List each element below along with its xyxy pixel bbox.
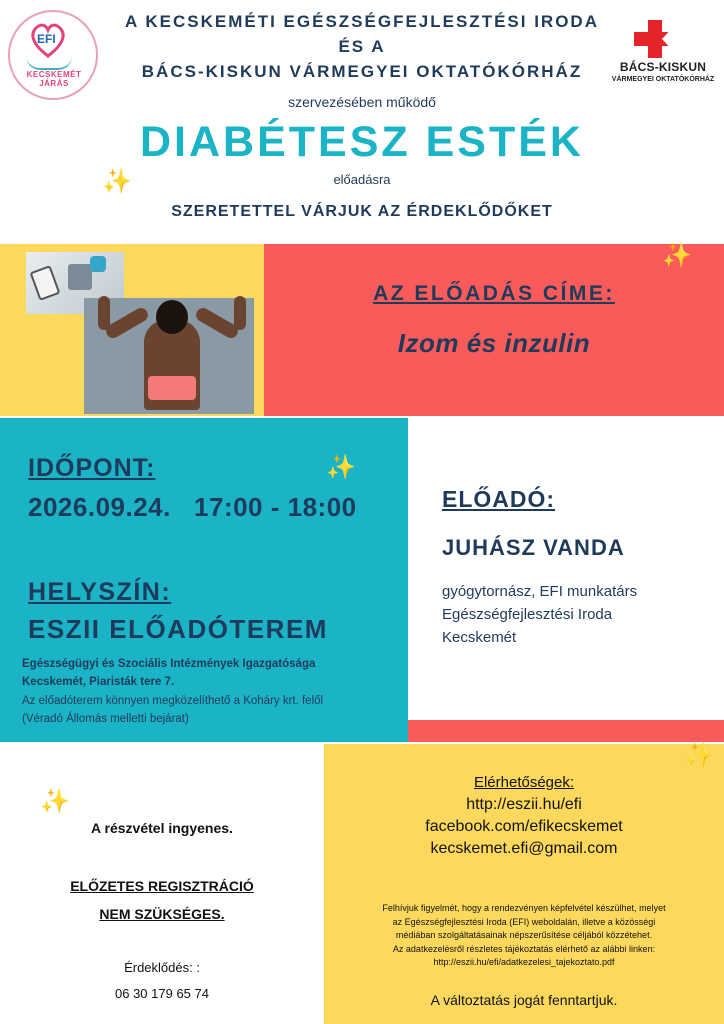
sparkle-icon: ✨	[102, 168, 132, 195]
speaker-role: gyógytornász, EFI munkatárs	[442, 583, 638, 600]
location-label: HELYSZÍN:	[28, 578, 172, 606]
free-entry-text: A részvétel ingyenes.	[91, 820, 233, 836]
header-line-2: ÉS A	[338, 37, 386, 56]
hospital-logo-name: BÁCS-KISKUN	[619, 60, 707, 74]
glucometer-shape	[68, 264, 92, 290]
speaker-city: Kecskemét	[442, 629, 517, 646]
page-title: DIABÉTESZ ESTÉK	[140, 118, 584, 166]
subtitle-eloadasra: előadásra	[333, 172, 391, 187]
efi-logo-ring-text: KECSKEMÉT JÁRÁS	[26, 70, 82, 88]
inquiry-label: Érdeklődés: :	[124, 960, 200, 975]
divider-strip	[408, 720, 724, 742]
speaker-name: JUHÁSZ VANDA	[442, 535, 625, 560]
hospital-cross-icon	[632, 20, 678, 58]
location-value: ESZII ELŐADÓTEREM	[28, 614, 328, 644]
sparkle-icon: ✨	[40, 788, 70, 815]
photo-sports-top	[148, 376, 196, 400]
notice-line-4: Az adatkezelésről részletes tájékoztatás elérhető az alábbi linken:	[392, 943, 656, 954]
time-value: 2026.09.24. 17:00 - 18:00	[28, 492, 357, 522]
speaker-info	[442, 580, 712, 649]
location-note	[22, 692, 406, 728]
lecture-title-label: AZ ELŐADÁS CÍME:	[373, 282, 615, 305]
welcome-text: SZERETETTEL VÁRJUK AZ ÉRDEKLŐDŐKET	[171, 203, 553, 220]
facebook-link[interactable]: facebook.com/efikecskemet	[425, 818, 623, 835]
location-line-2: Kecskemét, Piaristák tere 7.	[22, 676, 175, 688]
registration-line-2: NEM SZÜKSÉGES.	[99, 906, 225, 922]
organized-by-text: szervezésében működő	[288, 94, 436, 110]
contacts-label: Elérhetőségek:	[473, 774, 575, 791]
sparkle-icon: ✨	[326, 454, 356, 481]
rights-reserved-text: A változtatás jogát fenntartjuk.	[430, 992, 618, 1008]
speaker-panel	[408, 418, 724, 718]
photo-head	[156, 300, 188, 334]
inquiry-phone[interactable]: 06 30 179 65 74	[115, 986, 209, 1001]
sparkle-icon: ✨	[662, 242, 692, 269]
website-link[interactable]: http://eszii.hu/efi	[466, 796, 582, 813]
registration-line-1: ELŐZETES REGISZTRÁCIÓ	[70, 878, 254, 894]
sparkle-icon: ✨	[684, 742, 714, 769]
notice-line-3: médiában szolgáltatásainak népszerűsítése céljából közzétehet.	[395, 930, 653, 940]
time-label: IDŐPONT:	[28, 454, 156, 482]
hospital-logo-subtitle: VÁRMEGYEI OKTATÓKÓRHÁZ	[611, 76, 715, 83]
efi-logo-text: EFI	[37, 32, 56, 46]
location-note-2: (Véradó Állomás melletti bejárat)	[22, 713, 189, 725]
header-line-3: BÁCS-KISKUN VÁRMEGYEI OKTATÓKÓRHÁZ	[141, 62, 583, 81]
dumbbell-shape	[90, 256, 106, 272]
lecture-title-value: Izom és inzulin	[397, 328, 591, 358]
location-note-1: Az előadóterem könnyen megközelíthető a Koháry krt. felől	[22, 695, 324, 707]
email-link[interactable]: kecskemet.efi@gmail.com	[430, 840, 618, 857]
location-line-1: Egészségügyi és Szociális Intézmények Igazgatósága	[22, 658, 316, 670]
location-address	[22, 655, 402, 691]
photo-forearm-right	[234, 296, 246, 330]
header-line-1: A KECSKEMÉTI EGÉSZSÉGFEJLESZTÉSI IRODA	[125, 12, 599, 31]
privacy-policy-link[interactable]: http://eszii.hu/efi/adatkezelesi_tajekoztato.pdf	[433, 957, 615, 967]
notice-line-1: Felhívjuk figyelmét, hogy a rendezvényen képfelvétel készülhet, melyet	[382, 903, 666, 913]
photo-forearm-left	[98, 296, 110, 330]
privacy-notice	[334, 902, 714, 970]
hand-icon	[26, 56, 72, 70]
speaker-org: Egészségfejlesztési Iroda	[442, 606, 613, 623]
speaker-label: ELŐADÓ:	[442, 486, 556, 512]
notice-line-2: az Egészségfejlesztési Iroda (EFI) weboldalán, illetve a közösségi	[392, 916, 656, 927]
